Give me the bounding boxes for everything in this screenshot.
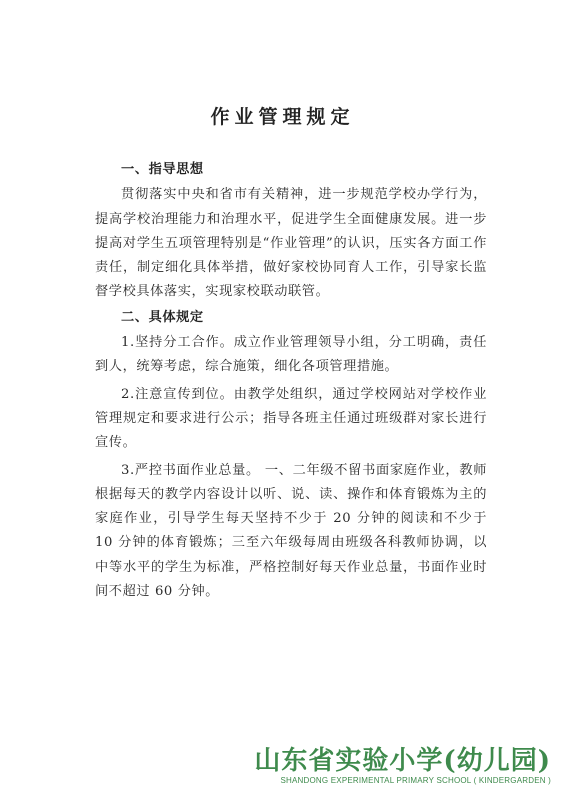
- document-body: [95, 158, 487, 604]
- rule-item-3: 3.严控书面作业总量。 一、二年级不留书面家庭作业，教师根据每天的教学内容设计以听、说、读、操作和体育锻炼为主的家庭作业，引导学生每天坚持不少于 20 分钟的阅读和不少于 10 分钟的体育锻炼；三至六年级每周由班级各科教师协调，以中等水平的学生为标准，严格控制好每天作业总量，书面作业时间不超过 60 分钟。: [95, 462, 487, 600]
- school-name-cn: 山东省实验小学(幼儿园): [254, 746, 551, 776]
- rule-item-1: 1.坚持分工合作。成立作业管理领导小组，分工明确，责任到人，统筹考虑，综合施策，细化各项管理措施。: [95, 335, 487, 375]
- school-name-en: SHANDONG EXPERIMENTAL PRIMARY SCHOOL ( KINDERGARDEN ): [280, 776, 551, 785]
- section-heading-guiding-ideology: 一、指导思想: [121, 162, 204, 177]
- school-footer-logo: [251, 744, 551, 785]
- section-heading-specific-rules: 二、具体规定: [121, 309, 204, 325]
- document-title: 作业管理规定: [210, 106, 355, 128]
- rule-item-2: 2.注意宣传到位。由教学处组织，通过学校网站对学校作业管理规定和要求进行公示；指导各班主任通过班级群对家长进行宣传。: [95, 386, 487, 451]
- section-paragraph-guiding-ideology: 贯彻落实中央和省市有关精神，进一步规范学校办学行为，提高学校治理能力和治理水平，促进学生全面健康发展。进一步提高对学生五项管理特别是“作业管理”的认识，压实各方面工作责任，制定细化具体举措，做好家校协同育人工作，引导家长监督学校具体落实，实现家校联动联管。: [95, 187, 487, 300]
